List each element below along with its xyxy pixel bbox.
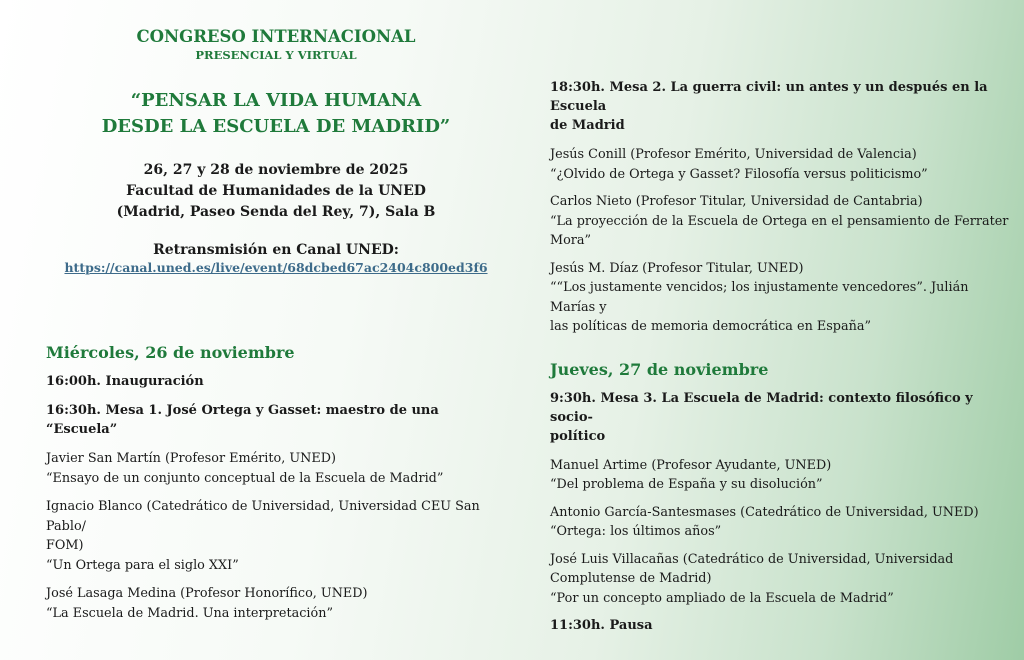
talk-title: “Por un concepto ampliado de la Escuela de Madrid” (550, 590, 894, 606)
day-heading-wednesday: Miércoles, 26 de noviembre (46, 343, 295, 362)
stream-label: Retransmisión en Canal UNED: (153, 242, 399, 258)
talk-item (550, 503, 1010, 542)
talk-title: “Del problema de España y su disolución” (550, 477, 823, 492)
talk-speaker: Jesús Conill (Profesor Emérito, Universidad de Valencia) (550, 147, 917, 162)
talk-speaker: Javier San Martín (Profesor Emérito, UNED) (46, 451, 336, 466)
talk-speaker: José Luis Villacañas (Catedrático de Universidad, Universidad (550, 551, 954, 567)
inauguration-entry: 16:00h. Inauguración (46, 374, 204, 389)
congress-theme (46, 88, 506, 140)
talk-item (550, 192, 1010, 251)
talk-speaker: Antonio García-Santesmases (Catedrático de Universidad, UNED) (550, 504, 979, 520)
talk-item (46, 584, 506, 623)
theme-line-1: “PENSAR LA VIDA HUMANA (130, 90, 422, 111)
talk-item (46, 497, 506, 575)
talk-speaker: José Lasaga Medina (Profesor Honorífico, UNED) (46, 586, 368, 601)
talk-title-cont: las políticas de memoria democrática en España” (550, 319, 872, 334)
talk-title: “Ortega: los últimos años” (550, 524, 722, 539)
talk-item (550, 550, 1010, 609)
talk-title: “¿Olvido de Ortega y Gasset? Filosofía versus politicismo” (550, 166, 928, 182)
mesa2-title-line-1: 18:30h. Mesa 2. La guerra civil: un antes y un después en la Escuela (550, 80, 988, 114)
talk-speaker: Manuel Artime (Profesor Ayudante, UNED) (550, 457, 832, 473)
event-header (46, 26, 506, 276)
pause-entry: 11:30h. Pausa (550, 618, 653, 633)
talk-speaker: Ignacio Blanco (Catedrático de Universidad, Universidad CEU San Pablo/ (46, 499, 480, 534)
right-program (550, 78, 1010, 645)
mesa2-title-line-2: de Madrid (550, 118, 625, 133)
event-address: (Madrid, Paseo Senda del Rey, 7), Sala B (116, 204, 436, 220)
talk-item (46, 449, 506, 488)
talk-title: “La proyección de la Escuela de Ortega en el pensamiento de Ferrater (550, 213, 1009, 229)
talk-title: “Ensayo de un conjunto conceptual de la Escuela de Madrid” (46, 470, 444, 486)
theme-line-2: DESDE LA ESCUELA DE MADRID” (101, 116, 451, 137)
mesa2-title (550, 78, 1010, 135)
talk-speaker: Jesús M. Díaz (Profesor Titular, UNED) (550, 260, 804, 276)
mesa3-title-line-1: 9:30h. Mesa 3. La Escuela de Madrid: contexto filosófico y socio- (550, 390, 973, 425)
congress-title: CONGRESO INTERNACIONAL (136, 27, 416, 46)
mesa1-title: 16:30h. Mesa 1. José Ortega y Gasset: maestro de una “Escuela” (46, 403, 439, 437)
mesa3-title (550, 389, 1010, 446)
event-dates: 26, 27 y 28 de noviembre de 2025 (143, 162, 409, 178)
event-venue: Facultad de Humanidades de la UNED (126, 183, 426, 199)
talk-item (550, 145, 1010, 184)
talk-speaker-cont: Complutense de Madrid) (550, 571, 712, 586)
talk-speaker-cont: FOM) (46, 538, 84, 553)
talk-title: ““Los justamente vencidos; los injustamente vencedores”. Julián Marías y (550, 280, 969, 315)
talk-item (550, 456, 1010, 495)
talk-item (550, 259, 1010, 337)
stream-link[interactable]: https://canal.uned.es/live/event/68dcbed67ac2404c800ed3f6 (64, 260, 488, 275)
talk-title: “La Escuela de Madrid. Una interpretación” (46, 605, 334, 621)
talk-title: “Un Ortega para el siglo XXI” (46, 557, 239, 573)
event-info (46, 160, 506, 223)
talk-title-cont: Mora” (550, 233, 592, 248)
congress-subtitle: PRESENCIAL Y VIRTUAL (195, 48, 357, 62)
mesa3-title-line-2: político (550, 428, 606, 444)
talk-speaker: Carlos Nieto (Profesor Titular, Universidad de Cantabria) (550, 194, 923, 209)
wednesday-program (46, 342, 506, 632)
day-heading-thursday: Jueves, 27 de noviembre (550, 359, 769, 379)
